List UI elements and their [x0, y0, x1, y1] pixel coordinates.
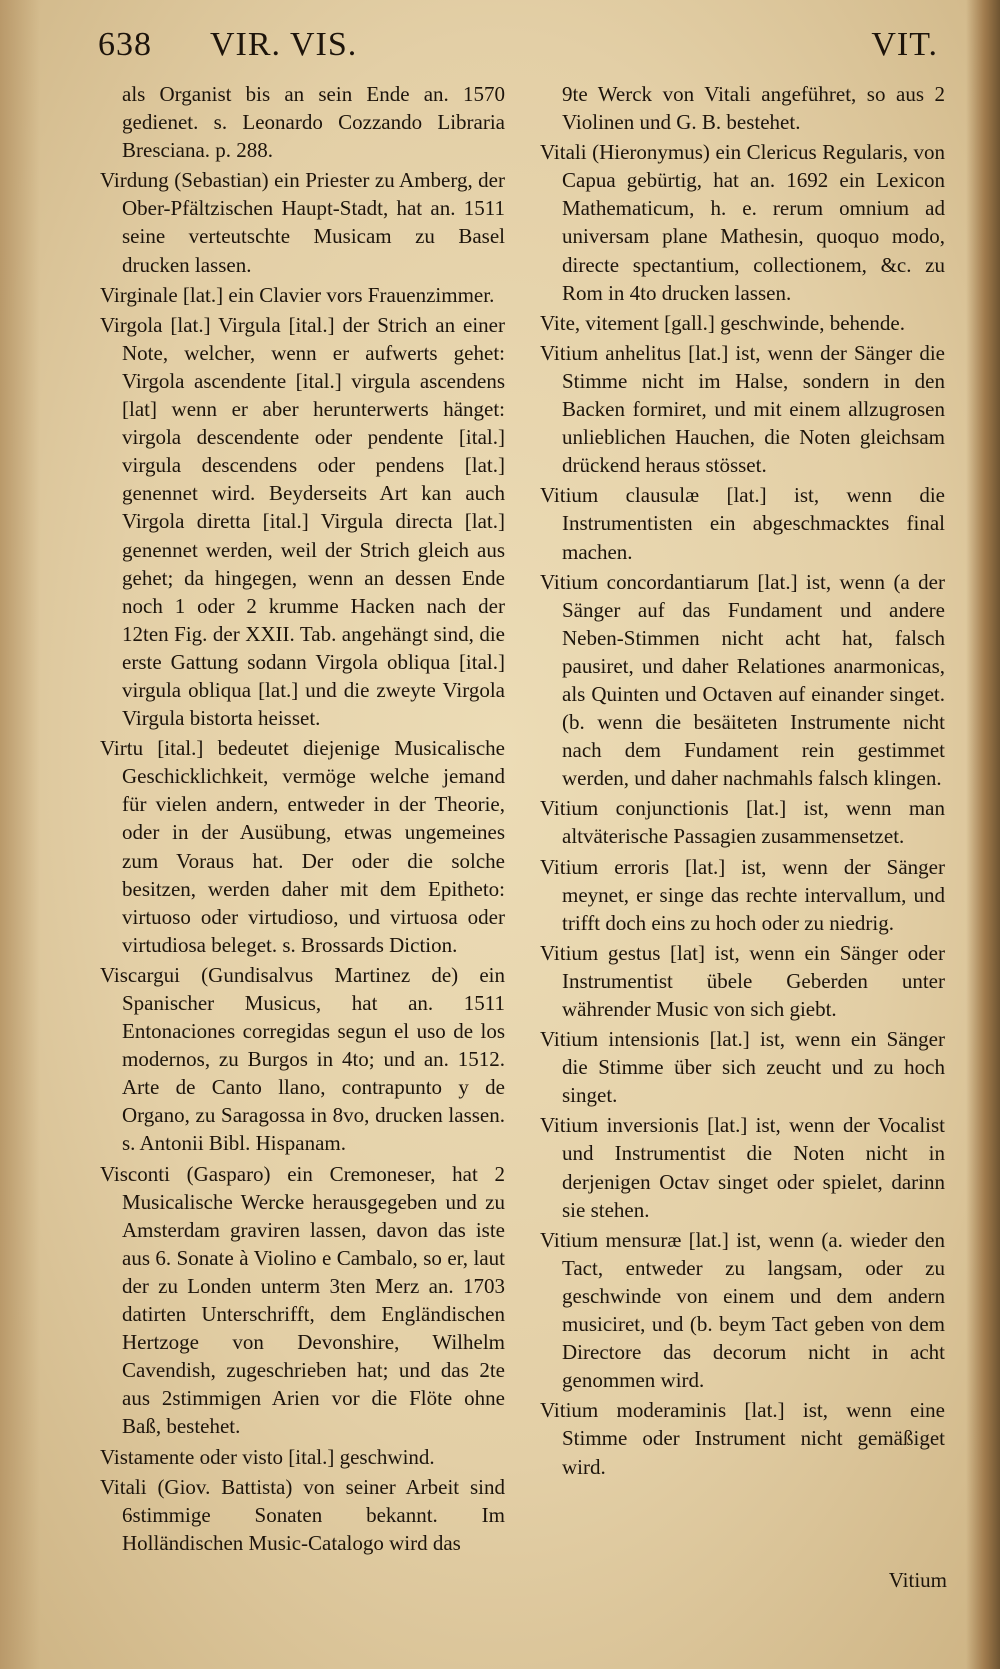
page-number: 638 — [98, 26, 152, 63]
entry-vitium-anhelitus: Vitium anhelitus [lat.] ist, wenn der Sänger die Stimme nicht im Halse, sondern in den Backen formiret, und mit einem allzugrosen unlieblichen Hauchen, die Noten gleichsam drückend heraus stösset. — [540, 340, 945, 478]
entry-vitium-gestus: Vitium gestus [lat] ist, wenn ein Sänger oder Instrumentist übele Geberden unter währender Music von sich giebt. — [540, 940, 945, 1021]
entry-continued: 9te Werck von Vitali angeführet, so aus 2 Violinen und G. B. bestehet. — [562, 82, 945, 135]
entry-viscargui: Viscargui (Gundisalvus Martinez de) ein Spanischer Musicus, hat an. 1511 Entonaciones corregidas segun el uso de los modernos, zu Burgos in 4to; und an. 1512. Arte de Canto llano, contrapunto y de Organo, zu Saragossa in 8vo, drucken lassen. s. Antonii Bibl. Hispanam. — [100, 962, 505, 1156]
entry-vitium-moderaminis: Vitium moderaminis [lat.] ist, wenn eine Stimme oder Instrument nicht gemäßiget wird. — [540, 1398, 945, 1479]
entry-virtu: Virtu [ital.] bedeutet diejenige Musicalische Geschicklichkeit, vermöge welche jemand für vielen andern, entweder in der Theorie, oder in der Ausübung, etwas ungemeines zum Voraus hat. Der oder die solche besitzen, werden daher mit dem Epitheto: virtuoso oder virtudioso, und virtuosa oder virtudiosa beleget. s. Brossards Diction. — [100, 736, 505, 957]
left-column — [100, 80, 505, 1559]
running-header — [98, 26, 958, 76]
entry-virgola: Virgola [lat.] Virgula [ital.] der Strich an einer Note, welcher, wenn er aufwerts gehet: Virgola ascendente [ital.] virgula ascendens [lat] wenn er aber herunterwerts hänget: virgola descendente oder pendente [ital.] virgula descendens oder pendens [lat.] genennet wird. Beyderseits Art kan auch Virgola diretta [ital.] Virgula directa [lat.] genennet werden, weil der Strich gleich aus gehet; da hingegen, wenn an dessen Ende noch 1 oder 2 krumme Hacken nach der 12ten Fig. der XXII. Tab. angehängt sind, die erste Gattung sodann Virgola obliqua [ital.] virgula obliqua [lat.] und die zweyte Virgola Virgula bistorta heisset. — [100, 312, 505, 731]
entry-vitali-giov: Vitali (Giov. Battista) von seiner Arbeit sind 6stimmige Sonaten bekannt. Im Holländischen Music-Catalogo wird das — [100, 1474, 505, 1555]
catchword: Vitium — [888, 1568, 947, 1592]
entry-virginale: Virginale [lat.] ein Clavier vors Frauenzimmer. — [100, 282, 495, 307]
right-running-head: VIT. — [871, 26, 938, 63]
entry-visconti: Visconti (Gasparo) ein Cremoneser, hat 2 Musicalische Wercke herausgegeben und zu Amsterdam graviren lassen, davon das iste aus 6. Sonate à Violino e Cambalo, so er, laut der zu Londen unterm 3ten Merz an. 1703 datirten Unterschrifft, dem Engländischen Hertzoge von Devonshire, Wilhelm Cavendish, zugeschrieben hat; und das 2te aus 2stimmigen Arien vor die Flöte ohne Baß, bestehet. — [100, 1161, 505, 1439]
entry-continued: als Organist bis an sein Ende an. 1570 gedienet. s. Leonardo Cozzando Libraria Bresciana. p. 288. — [122, 82, 505, 163]
entry-vistamente: Vistamente oder visto [ital.] geschwind. — [100, 1444, 435, 1469]
entry-vitali-hieronymus: Vitali (Hieronymus) ein Clericus Regularis, von Capua gebürtig, hat an. 1692 ein Lexicon Mathematicum, h. e. rerum omnium ad universam plane Mathesin, quoquo modo, directe spectantium, collectionem, &c. zu Rom in 4to drucken lassen. — [540, 140, 945, 305]
page-gutter-shadow — [0, 0, 40, 1669]
entry-vitium-conjunctionis: Vitium conjunctionis [lat.] ist, wenn man altväterische Passagien zusammensetzet. — [540, 796, 945, 849]
entry-vitium-inversionis: Vitium inversionis [lat.] ist, wenn der Vocalist und Instrumentist die Noten nicht in derjenigen Octav singet oder spielet, darinn sie stehen. — [540, 1113, 945, 1222]
entry-virdung: Virdung (Sebastian) ein Priester zu Amberg, der Ober-Pfältzischen Haupt-Stadt, hat an. 1511 seine verteutschte Musicam zu Basel drucken lassen. — [100, 168, 505, 277]
left-running-head: VIR. VIS. — [210, 26, 358, 63]
entry-vitium-concordantiarum: Vitium concordantiarum [lat.] ist, wenn (a der Sänger auf das Fundament und andere Neben-Stimmen nicht acht hat, falsch pausiret, und daher Relationes anarmonicas, als Quinten und Octaven auf einander singet. (b. wenn die besäiteten Instrumente nicht nach dem Fundament rein gestimmet werden, und daher nachmahls falsch klingen. — [540, 569, 945, 791]
right-column — [540, 80, 945, 1483]
entry-vitium-clausulae: Vitium clausulæ [lat.] ist, wenn die Instrumentisten ein abgeschmacktes final machen. — [540, 483, 945, 564]
page-edge-shadow — [966, 0, 1000, 1669]
entry-vite: Vite, vitement [gall.] geschwinde, behende. — [540, 310, 905, 335]
entry-vitium-intensionis: Vitium intensionis [lat.] ist, wenn ein Sänger die Stimme über sich zeucht und zu hoch singet. — [540, 1027, 945, 1108]
entry-vitium-erroris: Vitium erroris [lat.] ist, wenn der Sänger meynet, er singe das rechte intervallum, und trifft doch eins zu hoch oder zu niedrig. — [540, 854, 945, 935]
entry-vitium-mensurae: Vitium mensuræ [lat.] ist, wenn (a. wieder den Tact, entweder zu langsam, oder zu geschwinde von einem und dem andern musiciret, und (b. beym Tact geben von dem Directore das decorum nicht in acht genommen wird. — [540, 1227, 945, 1393]
